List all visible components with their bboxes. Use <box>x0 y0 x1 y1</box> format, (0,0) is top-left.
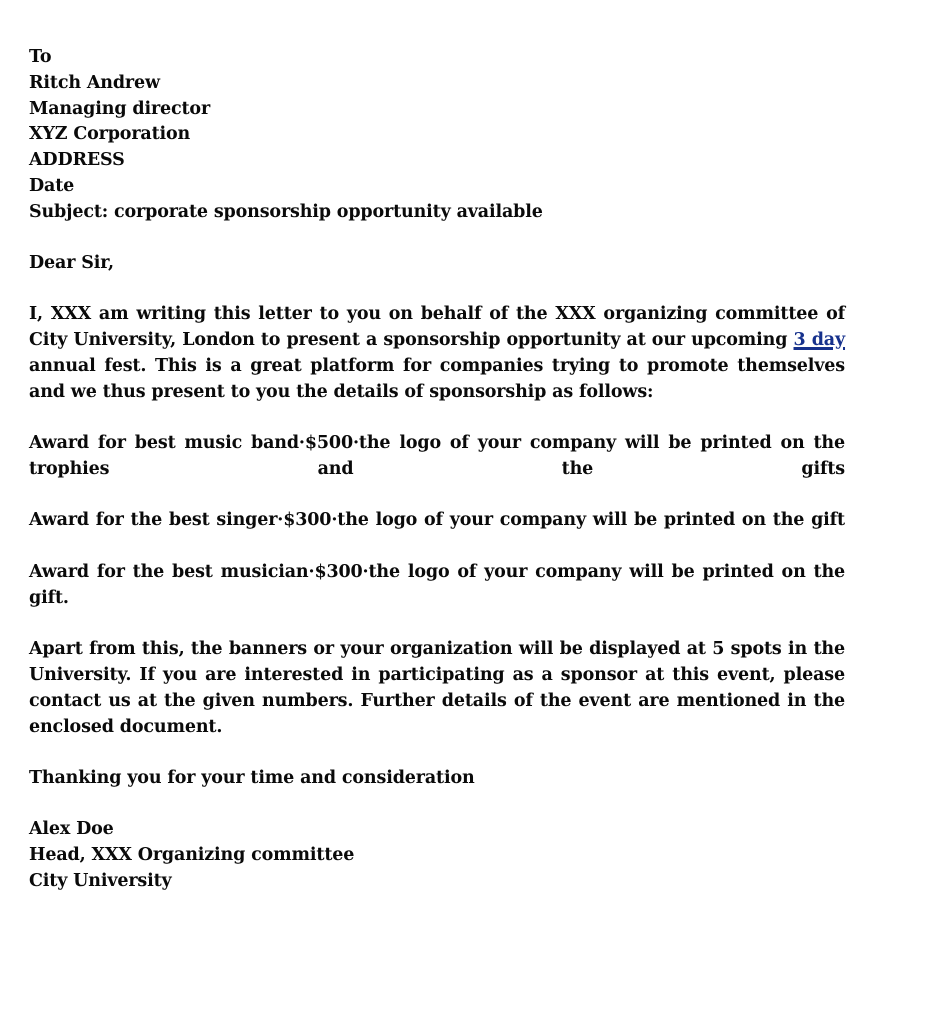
flagged-text-3-day[interactable]: 3 day <box>793 330 846 351</box>
signature-organization: City University <box>29 871 172 892</box>
intro-paragraph <box>29 302 845 405</box>
intro-text-after-flag: annual fest. This is a great platform for companies trying to promote themselves and we thus present to you the details of sponsorship as follows: <box>29 355 845 402</box>
intro-text-before-flag: I, XXX am writing this letter to you on behalf of the XXX organizing committee of City University, London to present a sponsorship opportunity at our upcoming <box>29 304 845 351</box>
award-item: Award for the best singer·$300·the logo of your company will be printed on the gift <box>29 510 845 531</box>
award-item: Award for the best musician·$300·the logo of your company will be printed on the gift. <box>29 562 845 608</box>
closing-paragraph: Apart from this, the banners or your organization will be displayed at 5 spots in the University. If you are interested in participating as a sponsor at this event, please contact us at the given numbers. Further details of the event are mentioned in the enclosed document. <box>29 639 845 737</box>
signature-block <box>29 817 845 894</box>
salutation: Dear Sir, <box>29 253 114 274</box>
thanks-line: Thanking you for your time and consideration <box>29 768 475 789</box>
address-line-date: Date <box>29 175 75 196</box>
recipient-address-block <box>29 45 845 226</box>
address-line-recipient-name: Ritch Andrew <box>29 72 160 93</box>
signature-role: Head, XXX Organizing committee <box>29 845 355 866</box>
address-line-to: To <box>29 47 52 67</box>
address-line-address: ADDRESS <box>29 150 125 171</box>
signature-name: Alex Doe <box>29 819 114 840</box>
subject-line: Subject: corporate sponsorship opportunity available <box>29 201 543 222</box>
letter-body <box>29 45 845 895</box>
awards-list <box>29 431 845 741</box>
address-line-company: XYZ Corporation <box>29 124 191 145</box>
award-item: Award for best music band·$500·the logo of your company will be printed on the trophies and the gifts <box>29 433 845 479</box>
address-line-title: Managing director <box>29 98 211 119</box>
